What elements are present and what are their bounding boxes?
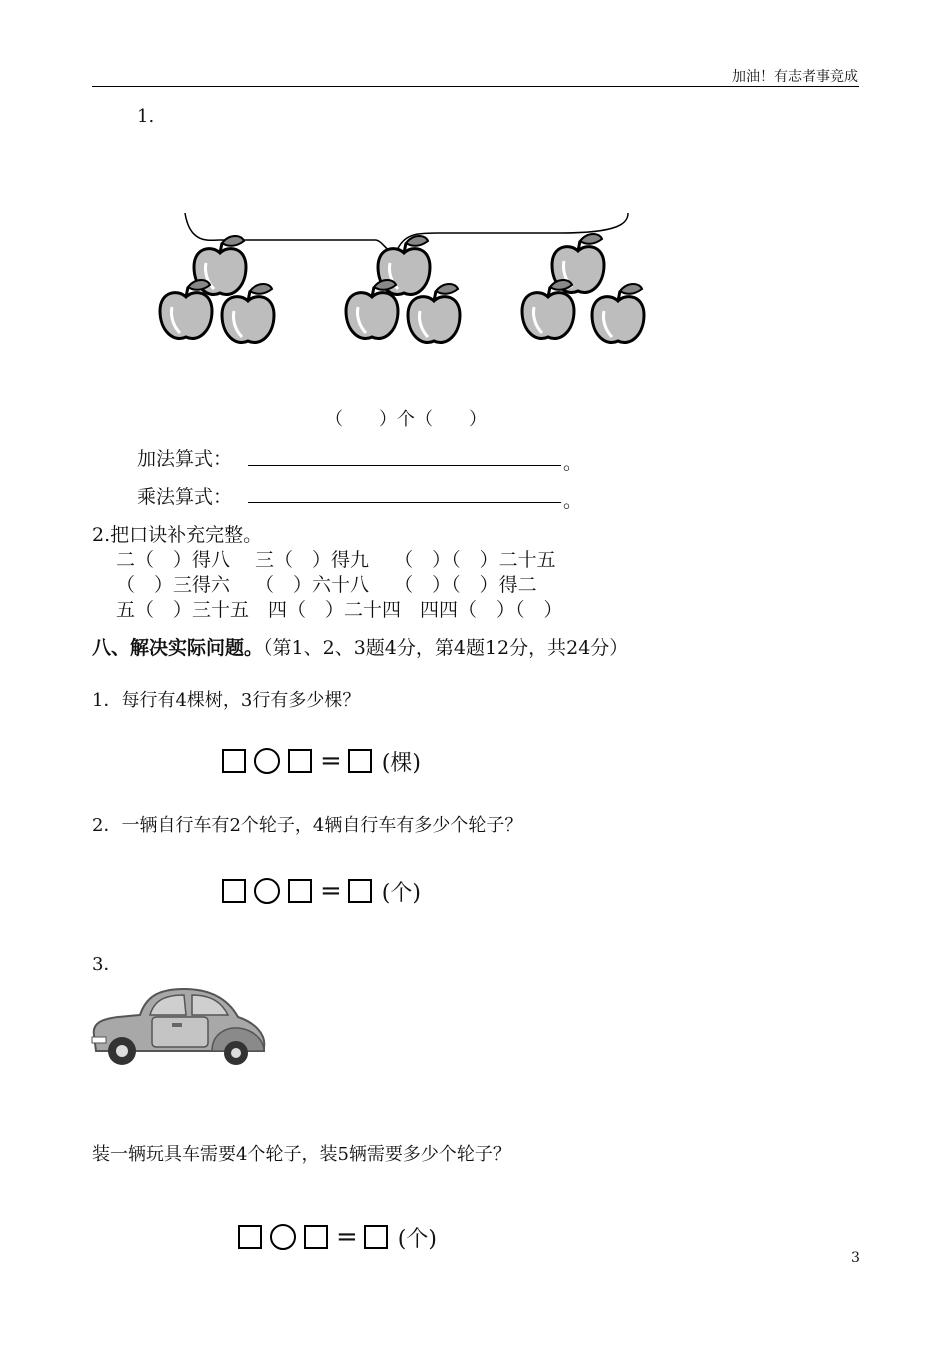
apple-icon: [160, 280, 212, 339]
toy-car-icon: [88, 985, 268, 1070]
apple-icon: [522, 280, 574, 339]
answer-box[interactable]: [348, 749, 372, 773]
answer-box[interactable]: [222, 749, 246, 773]
problem-1-text: 1．每行有4棵树，3行有多少棵？: [92, 690, 361, 711]
answer-box[interactable]: [304, 1225, 328, 1249]
addition-period: 。: [563, 452, 583, 474]
page-number: 3: [851, 1250, 860, 1266]
equals-sign: =: [320, 746, 342, 776]
problem-3-equation: [238, 1222, 437, 1252]
apple-group-1: [160, 236, 274, 343]
addition-blank[interactable]: [248, 465, 561, 466]
problem-2-equation: [222, 876, 421, 906]
rhyme-line-2: （ ）三得六 （ ）六十八 （ ）（ ）得二: [116, 574, 537, 596]
multiplication-label: 乘法算式：: [137, 486, 233, 508]
answer-box[interactable]: [288, 879, 312, 903]
multiplication-period: 。: [563, 490, 583, 512]
apple-icon: [346, 280, 398, 339]
section-8-title: 八、解决实际问题。: [92, 637, 264, 659]
apples-caption: （ ）个（ ）: [325, 409, 487, 430]
apple-icon: [592, 284, 644, 343]
answer-box[interactable]: [288, 749, 312, 773]
problem-3-text: 装一辆玩具车需要4个轮子，装5辆需要多少个轮子？: [92, 1144, 511, 1165]
header-rule: [92, 86, 859, 87]
problem-2-text: 2．一辆自行车有2个轮子，4辆自行车有多少个轮子？: [92, 815, 523, 836]
answer-box[interactable]: [238, 1225, 262, 1249]
addition-label: 加法算式：: [137, 448, 233, 470]
question-2-title: 2.把口诀补充完整。: [92, 524, 263, 546]
answer-box[interactable]: [348, 879, 372, 903]
answer-box[interactable]: [364, 1225, 388, 1249]
operator-circle[interactable]: [254, 878, 280, 904]
unit-label: (棵): [381, 750, 421, 776]
apple-groups-illustration: [150, 205, 650, 365]
unit-label: (个): [397, 1226, 437, 1252]
equals-sign: =: [320, 876, 342, 906]
equals-sign: =: [336, 1222, 358, 1252]
section-8-heading: [92, 633, 628, 660]
header-motto: 加油！有志者事竞成: [732, 69, 858, 85]
apple-group-3: [522, 234, 644, 343]
answer-box[interactable]: [222, 879, 246, 903]
rhyme-line-3: 五（ ）三十五 四（ ）二十四 四四（ ）（ ）: [116, 599, 563, 621]
apple-group-2: [346, 236, 460, 343]
rhyme-line-1: 二（ ）得八 三（ ）得九 （ ）（ ）二十五: [116, 549, 556, 571]
section-8-scoring: （第1、2、3题4分，第4题12分，共24分）: [263, 637, 629, 659]
multiplication-blank[interactable]: [248, 502, 561, 503]
unit-label: (个): [381, 880, 421, 906]
operator-circle[interactable]: [270, 1224, 296, 1250]
operator-circle[interactable]: [254, 748, 280, 774]
question-1-label: 1.: [137, 106, 155, 127]
problem-3-label: 3．: [92, 954, 122, 975]
problem-1-equation: [222, 746, 421, 776]
